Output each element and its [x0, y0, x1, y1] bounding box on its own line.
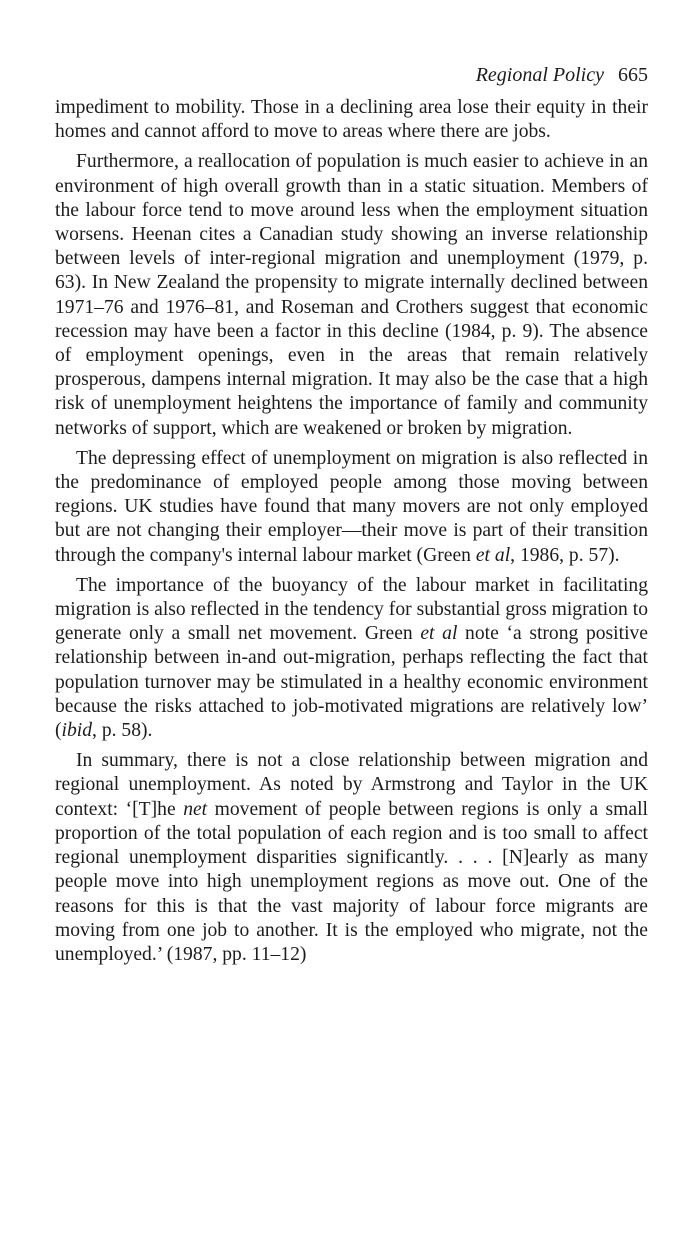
text-segment: The depressing effect of unemployment on migration is also reflected in the predominance of employed people among those moving between regions. UK studies have found that many movers are not only employed but are not changing their employer—their move is part of their transition through the company's internal labour market (Green [55, 447, 648, 566]
paragraph [55, 150, 648, 440]
paragraph [55, 574, 648, 743]
page [55, 62, 648, 973]
paragraph-continued [55, 96, 648, 144]
text-segment: In summary, there is not a close relationship between migration and regional unemployment. As noted by Armstrong and Taylor in the UK context: ‘[T]he [55, 750, 648, 820]
paragraph [55, 447, 648, 568]
paragraph [55, 749, 648, 967]
text-segment: Furthermore, a reallocation of population is much easier to achieve in an environment of high overall growth than in a static situation. Members of the labour force tend to move around less when the employment situation worsens. Heenan cites a Canadian study showing an inverse relationship between levels of inter-regional migration and unemployment (1979, p. 63). In New Zealand the propensity to migrate internally declined between 1971–76 and 1976–81, and Roseman and Crothers suggest that economic recession may have been a factor in this decline (1984, p. 9). The absence of employment openings, even in the areas that remain relatively prosperous, dampens internal migration. It may also be the case that a high risk of unemployment heightens the importance of family and community networks of support, which are weakened or broken by migration. [55, 151, 648, 439]
text-segment: impediment to mobility. Those in a declining area lose their equity in their homes and cannot afford to move to areas where there are jobs. [55, 97, 648, 143]
running-head [55, 62, 648, 96]
italic-segment: et al [420, 623, 458, 645]
italic-segment: net [183, 798, 208, 820]
italic-segment: ibid [61, 720, 93, 742]
text-segment: movement of people between regions is only a small proportion of the total population of each region and is too small to affect regional unemployment disparities significantly. . . . [N]early as many people move into high unemployment regions as move out. One of the reasons for this is that the vast majority of labour force migrants are moving from one job to another. It is the employed who migrate, not the unemployed.’ (1987, pp. 11–12) [55, 798, 649, 965]
text-segment: , 1986, p. 57). [510, 544, 620, 566]
text-segment: The importance of the buoyancy of the labour market in facilitating migration is also reflected in the tendency for substantial gross migration to generate only a small net movement. Green [55, 574, 648, 645]
italic-segment: et al [475, 544, 511, 566]
body-text [55, 96, 648, 967]
text-segment: note ‘a strong positive relationship between in-and out-migration, perhaps reflecting the fact that population turnover may be stimulated in a healthy economic environment because the risks attached to job-motivated migrations are relatively low’ ( [55, 623, 649, 742]
running-head-title: Regional Policy [475, 64, 604, 86]
page-number: 665 [618, 64, 648, 86]
text-segment: , p. 58). [92, 720, 153, 742]
